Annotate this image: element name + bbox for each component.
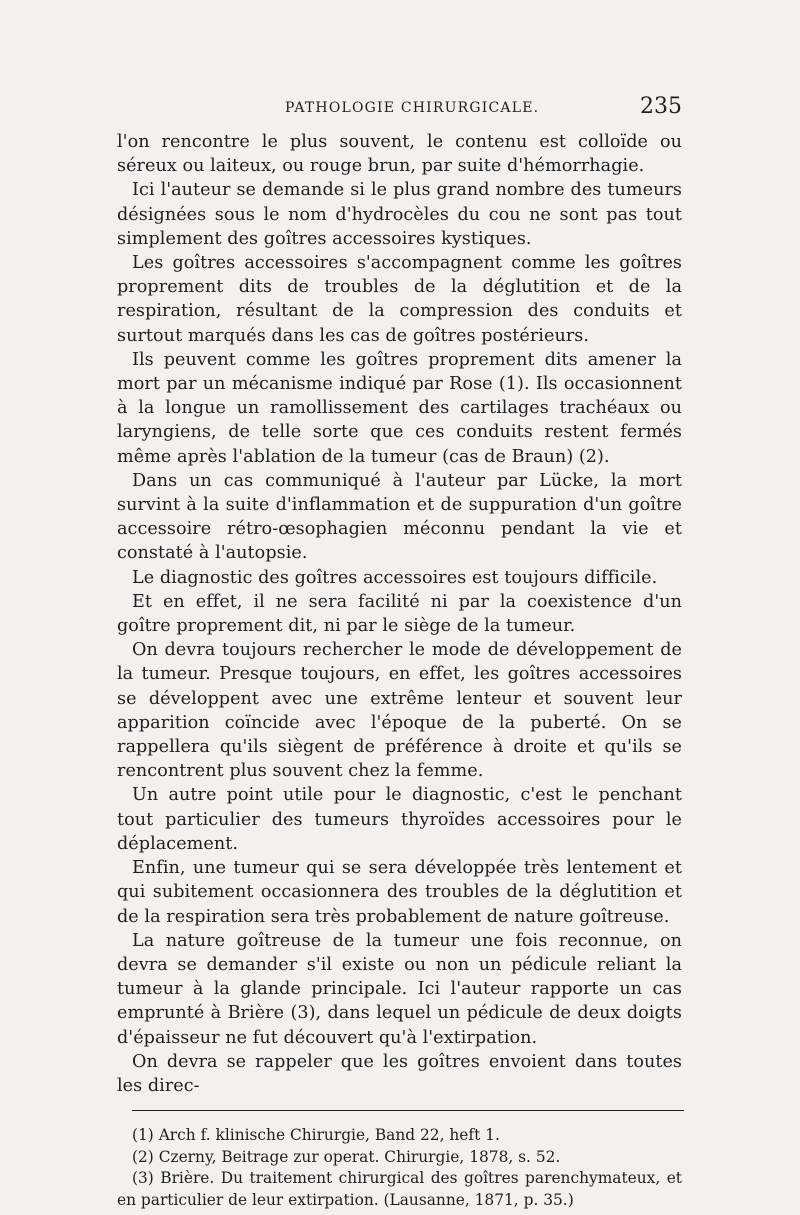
paragraph: Ici l'auteur se demande si le plus grand nombre des tumeurs désignées sous le nom d'hydrocèles du cou ne sont pas tout simplement des goîtres accessoires kystiques.	[117, 180, 682, 249]
paragraph: Et en effet, il ne sera facilité ni par la coexistence d'un goître proprement dit, ni par le siège de la tumeur.	[117, 591, 682, 637]
paragraph: l'on rencontre le plus souvent, le contenu est colloïde ou séreux ou laiteux, ou rouge brun, par suite d'hémorrhagie.	[117, 132, 682, 177]
paragraph: Dans un cas communiqué à l'auteur par Lücke, la mort survint à la suite d'inflammation et de suppuration d'un goître accessoire rétro-œsophagien méconnu pendant la vie et constaté à l'autopsie.	[117, 470, 682, 564]
footnote: (1) Arch f. klinische Chirurgie, Band 22, heft 1.	[132, 1126, 500, 1145]
paragraph: Les goîtres accessoires s'accompagnent comme les goîtres proprement dits de troubles de la déglutition et de la respiration, résultant de la compression des conduits et surtout marqués dans les cas de goîtres postérieurs.	[117, 253, 682, 346]
page-number: 235	[640, 94, 682, 119]
paragraph: On devra toujours rechercher le mode de développement de la tumeur. Presque toujours, en effet, les goîtres accessoires se développent avec une extrême lenteur et souvent leur apparition coïncide avec l'époque de la puberté. On se rappellera qu'ils siègent de préférence à droite et qu'ils se rencontrent plus souvent chez la femme.	[117, 640, 682, 782]
footnote: (3) Brière. Du traitement chirurgical des goîtres parenchymateux, et en particulier de leur extirpation. (Lausanne, 1871, p. 35.)	[117, 1169, 682, 1209]
page-header	[117, 96, 682, 130]
footnotes	[117, 1125, 682, 1211]
footnote-divider	[132, 1110, 684, 1111]
footnote: (2) Czerny, Beitrage zur operat. Chirurgie, 1878, s. 52.	[132, 1147, 561, 1166]
running-head: PATHOLOGIE CHIRURGICALE.	[285, 100, 540, 116]
paragraph: La nature goîtreuse de la tumeur une fois reconnue, on devra se demander s'il existe ou non un pédicule reliant la tumeur à la glande principale. Ici l'auteur rapporte un cas emprunté à Brière (3), dans lequel un pédicule de deux doigts d'épaisseur ne fut découvert qu'à l'extirpation.	[117, 930, 682, 1048]
paragraph: Un autre point utile pour le diagnostic, c'est le penchant tout particulier des tumeurs thyroïdes accessoires pour le déplacement.	[117, 785, 682, 854]
paragraph: Ils peuvent comme les goîtres proprement dits amener la mort par un mécanisme indiqué par Rose (1). Ils occasionnent à la longue un ramollissement des cartilages trachéaux ou laryngiens, de telle sorte que ces conduits restent fermés même après l'ablation de la tumeur (cas de Braun) (2).	[117, 349, 682, 467]
paragraph: Enfin, une tumeur qui se sera développée très lentement et qui subitement occasionnera des troubles de la déglutition et de la respiration sera très probablement de nature goîtreuse.	[117, 858, 682, 927]
paragraph: Le diagnostic des goîtres accessoires est toujours difficile.	[132, 567, 658, 588]
body-text	[117, 130, 682, 1098]
paragraph: On devra se rappeler que les goîtres envoient dans toutes les direc-	[117, 1051, 682, 1096]
